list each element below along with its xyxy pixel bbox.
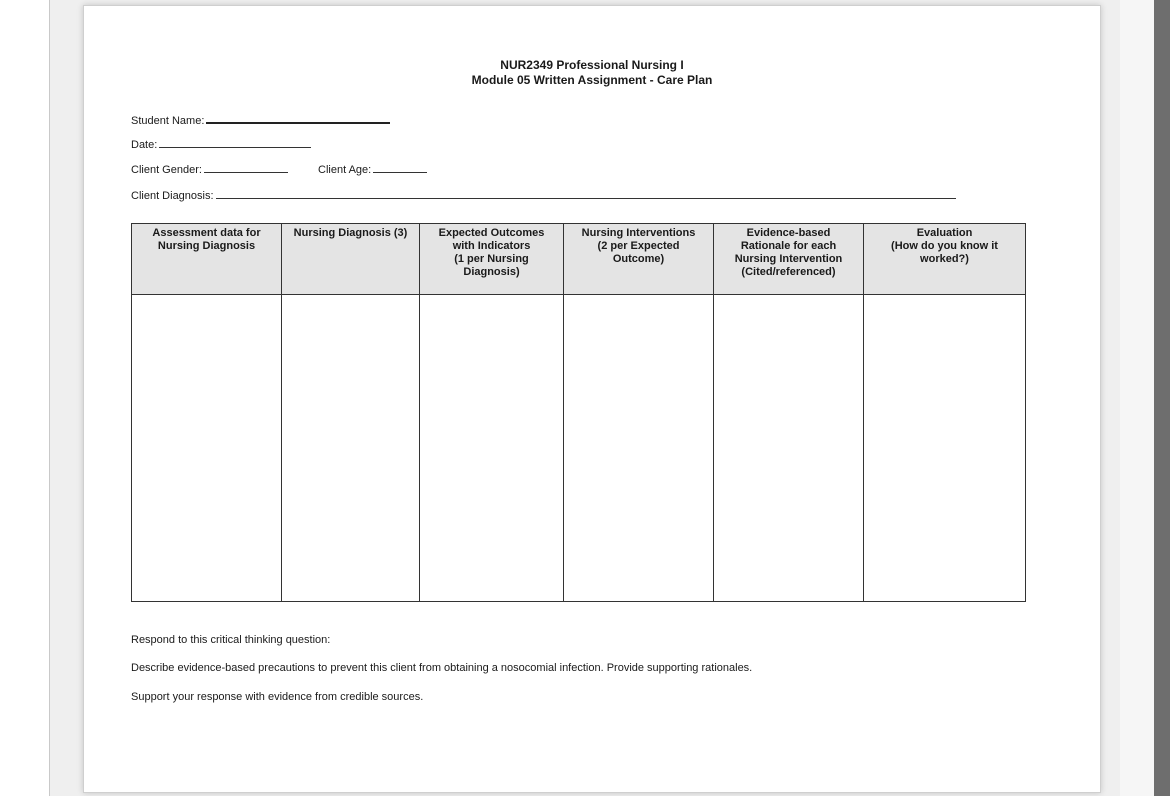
client-gender-field[interactable]: [131, 162, 288, 177]
client-diagnosis-line[interactable]: [216, 188, 956, 199]
header-nursing-interventions: Nursing Interventions (2 per Expected Outcome): [564, 224, 714, 295]
document-subtitle: Module 05 Written Assignment - Care Plan: [471, 73, 713, 87]
date-line[interactable]: [159, 137, 311, 148]
header-assessment-data: Assessment data for Nursing Diagnosis: [132, 224, 282, 295]
client-diagnosis-field[interactable]: [131, 188, 956, 203]
date-label: Date:: [131, 139, 158, 151]
client-age-field[interactable]: [318, 162, 427, 177]
critical-thinking-instruction: Support your response with evidence from credible sources.: [131, 691, 424, 703]
date-field[interactable]: [131, 137, 311, 152]
student-name-label: Student Name:: [131, 115, 205, 127]
cell-assessment-data[interactable]: [132, 295, 282, 602]
student-name-field[interactable]: [131, 112, 390, 128]
client-diagnosis-label: Client Diagnosis:: [131, 190, 214, 202]
critical-thinking-intro: Respond to this critical thinking question:: [131, 634, 331, 646]
header-nursing-diagnosis: Nursing Diagnosis (3): [282, 224, 420, 295]
client-gender-line[interactable]: [204, 162, 288, 173]
care-plan-table: [131, 223, 1026, 602]
cell-nursing-interventions[interactable]: [564, 295, 714, 602]
header-evidence-rationale: Evidence-based Rationale for each Nursing Intervention (Cited/referenced): [714, 224, 864, 295]
cell-nursing-diagnosis[interactable]: [282, 295, 420, 602]
table-header-row: [132, 224, 1026, 295]
client-gender-label: Client Gender:: [131, 164, 202, 176]
scroll-rail: [1120, 0, 1154, 796]
cell-evaluation[interactable]: [864, 295, 1026, 602]
cell-expected-outcomes[interactable]: [420, 295, 564, 602]
header-evaluation: Evaluation (How do you know it worked?): [864, 224, 1026, 295]
cell-evidence-rationale[interactable]: [714, 295, 864, 602]
document-page: [83, 5, 1101, 793]
scrollbar[interactable]: [1154, 0, 1170, 796]
header-expected-outcomes: Expected Outcomes with Indicators (1 per Nursing Diagnosis): [420, 224, 564, 295]
client-age-line[interactable]: [373, 162, 427, 173]
document-title: NUR2349 Professional Nursing I: [500, 58, 684, 72]
student-name-line[interactable]: [206, 112, 390, 124]
table-row: [132, 295, 1026, 602]
client-age-label: Client Age:: [318, 164, 372, 176]
critical-thinking-question: Describe evidence-based precautions to prevent this client from obtaining a nosocomial infection. Provide supporting rationales.: [131, 662, 753, 674]
